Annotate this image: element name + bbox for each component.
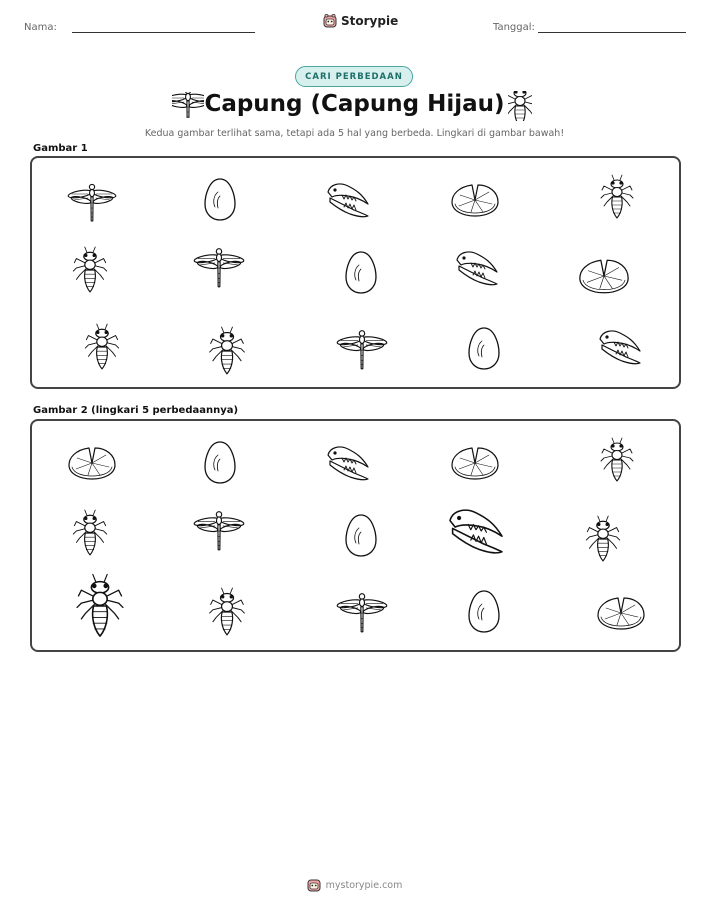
jaw-icon <box>325 180 371 220</box>
dragonfly-icon <box>336 587 388 635</box>
jaw-icon <box>597 327 643 367</box>
picture-1-label: Gambar 1 <box>33 143 88 154</box>
lilypad-icon <box>596 593 646 633</box>
page-title: Capung (Capung Hijau) <box>204 91 505 117</box>
dragonfly-icon <box>336 324 388 372</box>
egg-icon <box>202 176 238 222</box>
storypie-mascot-icon <box>323 14 337 28</box>
brand-name: Storypie <box>341 14 399 28</box>
egg-icon <box>343 512 379 558</box>
nymph-icon <box>70 246 110 294</box>
picture-2-label: Gambar 2 (lingkari 5 perbedaannya) <box>33 405 239 416</box>
instructions: Kedua gambar terlihat sama, tetapi ada 5 hal yang berbeda. Lingkari di gambar bawah! <box>144 128 565 139</box>
picture-1-panel[interactable] <box>30 156 681 389</box>
jaw-icon <box>325 443 371 483</box>
picture-2-panel[interactable] <box>30 419 681 652</box>
lilypad-icon <box>450 443 500 483</box>
nymph-icon <box>207 587 247 637</box>
dragonfly-icon <box>193 242 245 290</box>
nymph-icon <box>82 323 122 371</box>
egg-icon <box>466 325 502 371</box>
lilypad-icon <box>67 443 117 483</box>
nymph-icon <box>207 326 247 376</box>
dragonfly-icon <box>193 505 245 553</box>
egg-icon <box>202 439 238 485</box>
nymph-icon <box>599 174 635 220</box>
egg-icon <box>343 249 379 295</box>
name-label: Nama: <box>24 22 57 33</box>
dragonfly-icon <box>67 178 117 224</box>
egg-icon <box>466 588 502 634</box>
jaw-icon <box>454 248 500 288</box>
storypie-mascot-icon <box>307 878 321 892</box>
footer-url[interactable]: mystorypie.com <box>325 879 403 891</box>
date-label: Tanggal: <box>493 22 535 33</box>
jaw-icon-large <box>446 505 506 557</box>
nymph-icon <box>508 91 532 125</box>
nymph-icon <box>583 515 623 563</box>
lilypad-icon <box>577 255 631 297</box>
nymph-icon <box>70 509 110 557</box>
nymph-icon-large <box>72 573 128 639</box>
nymph-icon <box>599 437 635 483</box>
activity-badge: CARI PERBEDAAN <box>295 66 413 87</box>
footer <box>0 878 709 892</box>
date-line[interactable] <box>538 32 686 33</box>
brand-logo <box>323 14 398 28</box>
name-line[interactable] <box>72 32 255 33</box>
lilypad-icon <box>450 180 500 220</box>
